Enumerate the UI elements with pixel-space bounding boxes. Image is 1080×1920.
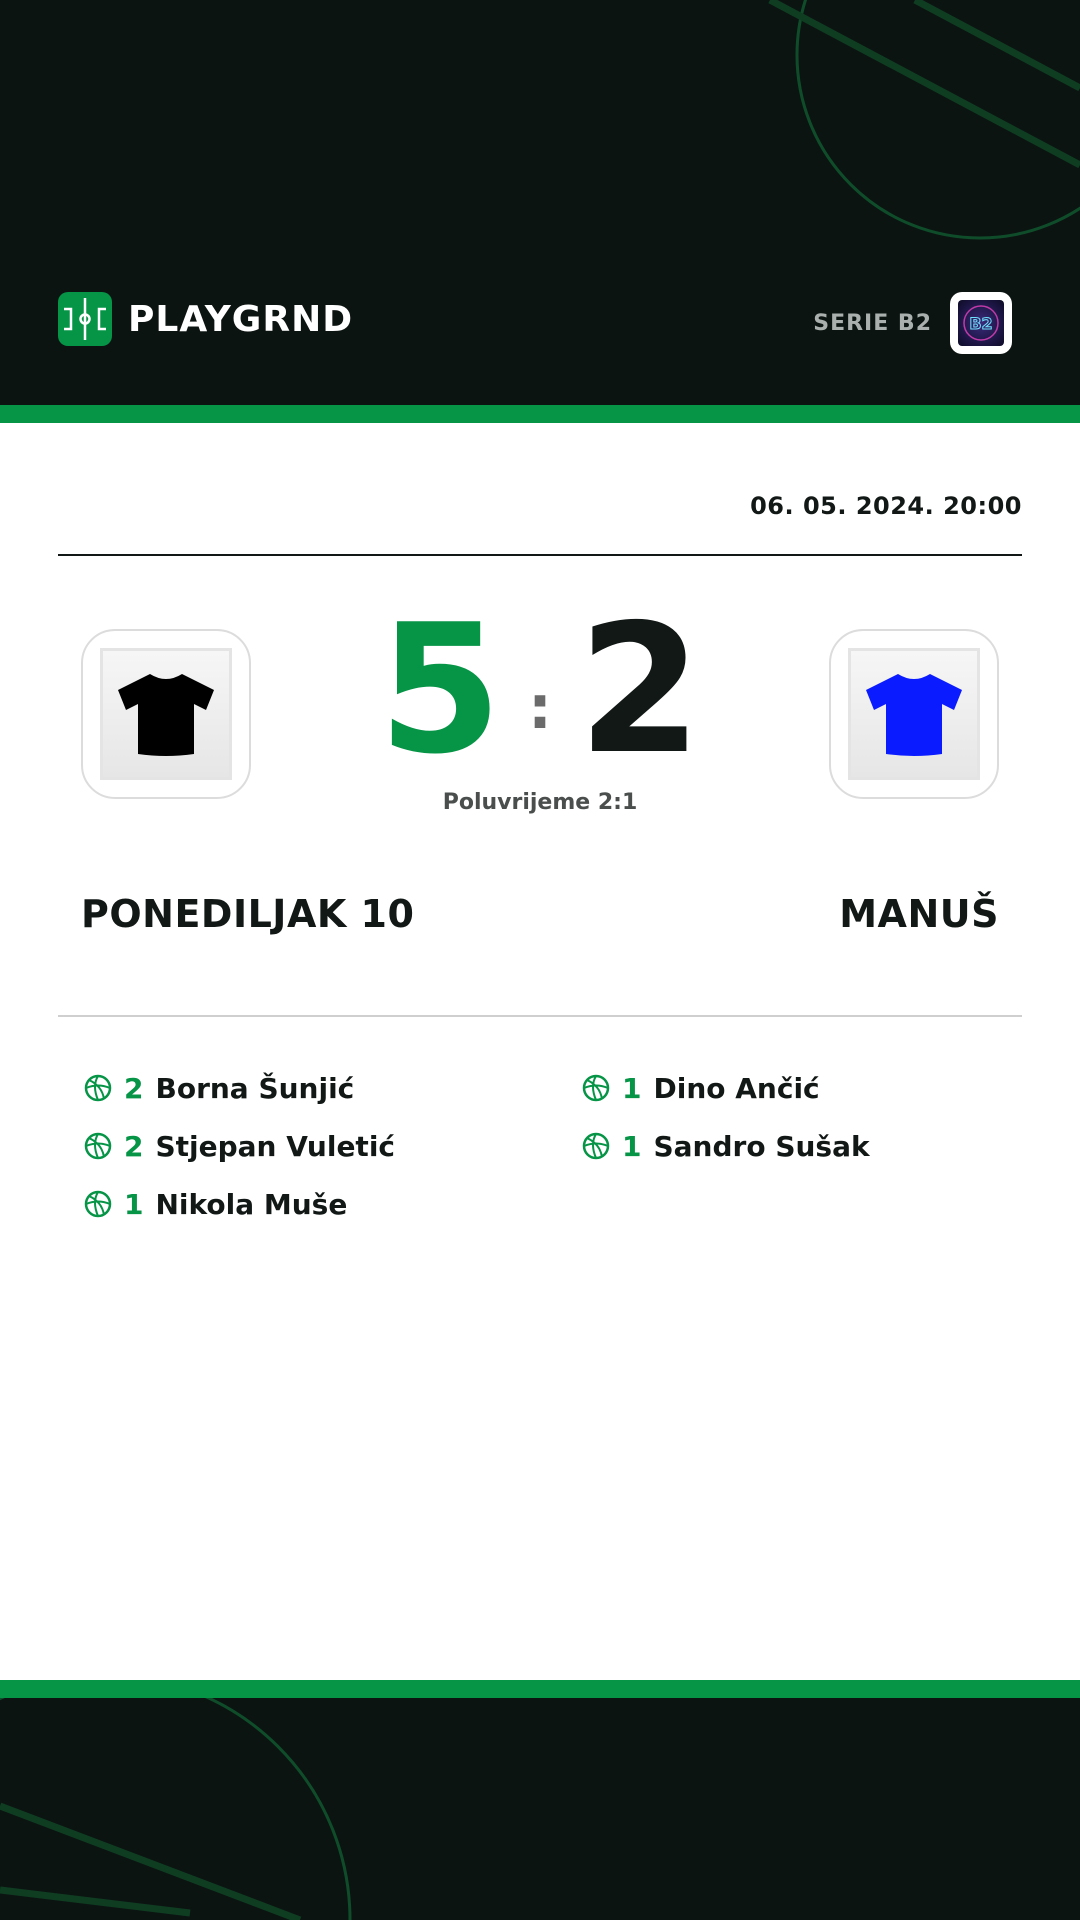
- goal-count: 2: [124, 1129, 144, 1163]
- away-score: 2: [578, 586, 702, 793]
- accent-bar-bottom: [0, 1680, 1080, 1698]
- scorer-row: [84, 1126, 395, 1166]
- scorer-row: [582, 1126, 870, 1166]
- goal-count: 1: [124, 1187, 144, 1221]
- home-team-kit: [81, 629, 251, 799]
- ball-icon: [84, 1132, 112, 1160]
- home-score: 5: [378, 586, 502, 793]
- divider: [58, 554, 1022, 556]
- away-team-name: MANUŠ: [839, 892, 999, 936]
- scorer-row: [84, 1184, 395, 1224]
- player-name: Stjepan Vuletić: [155, 1129, 396, 1163]
- score-separator: :: [528, 673, 552, 743]
- brand: [58, 292, 353, 346]
- league-logo: [950, 292, 1012, 354]
- header: [0, 0, 1080, 405]
- svg-text:B2: B2: [969, 314, 993, 333]
- scorer-row: [84, 1068, 395, 1108]
- divider: [58, 1015, 1022, 1017]
- away-team-kit: [829, 629, 999, 799]
- away-scorers-list: [582, 1068, 870, 1184]
- ball-icon: [84, 1074, 112, 1102]
- home-team-name: PONEDILJAK 10: [81, 892, 415, 936]
- player-name: Borna Šunjić: [155, 1071, 355, 1105]
- player-name: Nikola Muše: [155, 1187, 348, 1221]
- league-info: [813, 292, 1012, 354]
- league-name: SERIE B2: [813, 310, 932, 336]
- jersey-icon: [114, 670, 218, 758]
- pitch-icon: [58, 292, 112, 346]
- ball-icon: [582, 1074, 610, 1102]
- home-scorers-list: [84, 1068, 395, 1242]
- brand-name: PLAYGRND: [128, 298, 354, 340]
- match-datetime: 06. 05. 2024. 20:00: [750, 492, 1022, 520]
- ball-icon: [84, 1190, 112, 1218]
- accent-bar-top: [0, 405, 1080, 423]
- jersey-icon: [862, 670, 966, 758]
- final-score: [340, 586, 740, 793]
- goal-count: 1: [622, 1129, 642, 1163]
- player-name: Dino Ančić: [653, 1071, 820, 1105]
- goal-count: 1: [622, 1071, 642, 1105]
- player-name: Sandro Sušak: [653, 1129, 870, 1163]
- footer: [0, 1698, 1080, 1920]
- goal-count: 2: [124, 1071, 144, 1105]
- ball-icon: [582, 1132, 610, 1160]
- halftime-score: Poluvrijeme 2:1: [442, 790, 638, 815]
- league-logo-icon: [961, 303, 1001, 343]
- scorer-row: [582, 1068, 870, 1108]
- pitch-lines-decoration: [0, 1698, 1080, 1920]
